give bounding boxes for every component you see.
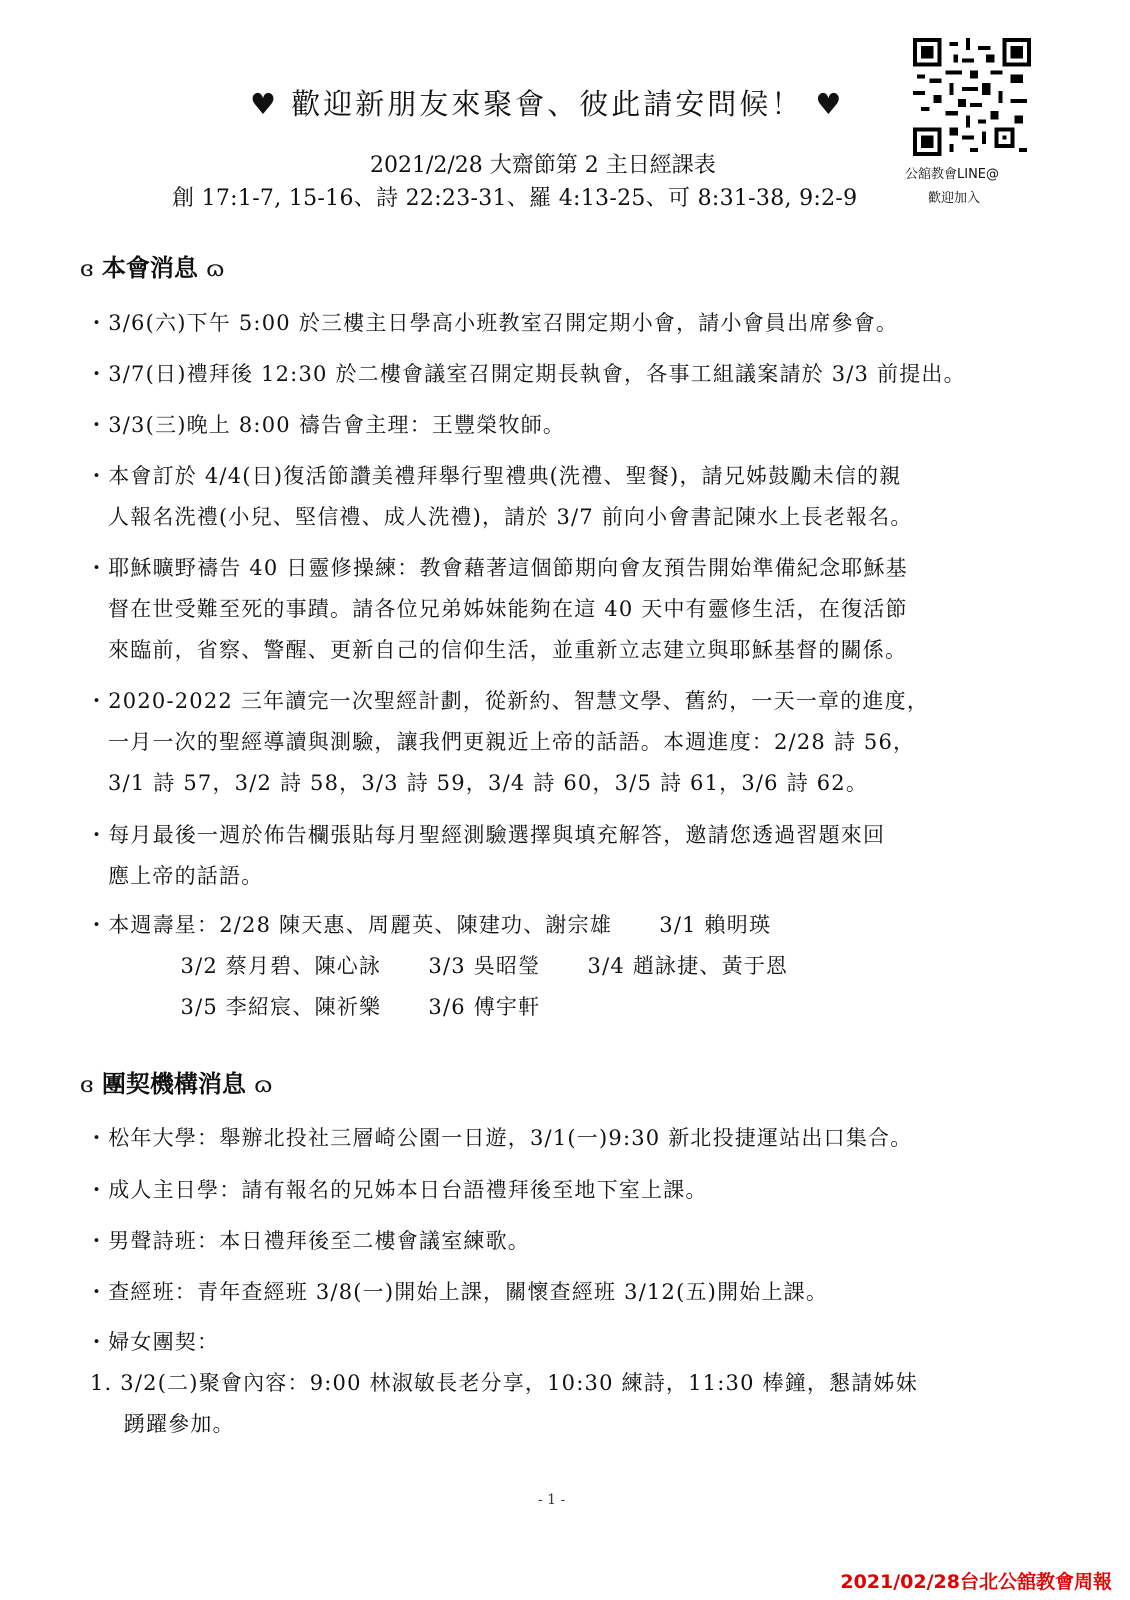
item-line: 來臨前，省察、警醒、更新自己的信仰生活，並重新立志建立與耶穌基督的關係。	[108, 638, 908, 662]
item-line: 人報名洗禮(小兒、堅信禮、成人洗禮)，請於 3/7 前向小會書記陳水上長老報名。	[108, 505, 913, 529]
fellowship-item	[86, 1170, 1046, 1211]
church-news-item	[86, 354, 1046, 395]
church-news-item	[86, 405, 1046, 446]
ornament-left-icon: ɞ	[80, 1073, 94, 1098]
birthday-line: ・本週壽星：2/28 陳天惠、周麗英、陳建功、謝宗雄 3/1 賴明瑛	[86, 913, 772, 937]
item-line: 督在世受難至死的事蹟。請各位兄弟姊妹能夠在這 40 天中有靈修生活，在復活節	[108, 597, 908, 621]
item-line: ・2020-2022 三年讀完一次聖經計劃，從新約、智慧文學、舊約，一天一章的進度，	[86, 689, 930, 713]
line-qr-code[interactable]	[913, 38, 1031, 156]
item-line: ・男聲詩班：本日禮拜後至二樓會議室練歌。	[86, 1229, 530, 1253]
item-line: ・每月最後一週於佈告欄張貼每月聖經測驗選擇與填充解答，邀請您透過習題來回	[86, 823, 886, 847]
item-line: ・3/3(三)晚上 8:00 禱告會主理：王豐榮牧師。	[86, 413, 566, 437]
page-number: - 1 -	[538, 1492, 566, 1508]
section-title-fellowship-news	[80, 1064, 272, 1099]
item-line: 踴躍參加。	[108, 1412, 235, 1436]
fellowship-item	[86, 1118, 1046, 1159]
item-line: ・3/6(六)下午 5:00 於三樓主日學高小班教室召開定期小會，請小會員出席參會。	[86, 311, 899, 335]
item-line: ・耶穌曠野禱告 40 日靈修操練：教會藉著這個節期向會友預告開始準備紀念耶穌基	[86, 556, 908, 580]
fellowship-item	[86, 1272, 1046, 1313]
item-line: 一月一次的聖經導讀與測驗，讓我們更親近上帝的話語。本週進度：2/28 詩 56，	[108, 730, 916, 754]
ornament-left-icon: ɞ	[80, 257, 94, 282]
birthday-line: 3/5 李紹宸、陳祈樂 3/6 傅宇軒	[86, 995, 541, 1019]
item-line: ・成人主日學：請有報名的兄姊本日台語禮拜後至地下室上課。	[86, 1178, 708, 1202]
qr-join-caption: 歡迎加入	[928, 191, 981, 206]
item-line: ・查經班：青年查經班 3/8(一)開始上課，關懷查經班 3/12(五)開始上課。	[86, 1280, 829, 1304]
birthday-list	[86, 905, 1046, 1028]
church-news-item	[86, 681, 1046, 804]
ornament-right-icon: ɷ	[206, 257, 225, 282]
section-heading: 本會消息	[101, 254, 198, 282]
item-line: 應上帝的話語。	[108, 864, 264, 888]
item-line: 3/1 詩 57，3/2 詩 58，3/3 詩 59，3/4 詩 60，3/5 詩 61，3/6 詩 62。	[108, 771, 869, 795]
fellowship-item	[86, 1221, 1046, 1262]
ornament-right-icon: ɷ	[254, 1073, 273, 1098]
church-news-item	[86, 456, 1046, 538]
welcome-heading: ♥ 歡迎新朋友來聚會、彼此請安問候！ ♥	[250, 87, 845, 121]
section-title-church-news	[80, 248, 224, 283]
birthday-line: 3/2 蔡月碧、陳心詠 3/3 吳昭瑩 3/4 趙詠捷、黃于恩	[86, 954, 789, 978]
section-heading: 團契機構消息	[101, 1070, 246, 1098]
footer-title: 2021/02/28台北公舘教會周報	[840, 1571, 1112, 1593]
item-line: ・本會訂於 4/4(日)復活節讚美禮拜舉行聖禮典(洗禮、聖餐)，請兄姊鼓勵未信的親	[86, 464, 902, 488]
item-line: ・松年大學：舉辦北投社三層崎公園一日遊，3/1(一)9:30 新北投捷運站出口集合。	[86, 1126, 913, 1150]
item-line: 1. 3/2(二)聚會內容：9:00 林淑敏長老分享，10:30 練詩，11:30 棒鐘，懇請姊妹	[90, 1371, 918, 1395]
qr-caption: 公舘教會LINE@	[905, 167, 1000, 182]
fellowship-item	[86, 1322, 1046, 1445]
church-news-item	[86, 303, 1046, 344]
item-line: ・3/7(日)禮拜後 12:30 於二樓會議室召開定期長執會，各事工組議案請於 3/3 前提出。	[86, 362, 966, 386]
schedule-title: 2021/2/28 大齋節第 2 主日經課表	[370, 153, 716, 178]
church-news-item	[86, 815, 1046, 897]
scripture-readings: 創 17:1-7, 15-16、詩 22:23-31、羅 4:13-25、可 8:31-38, 9:2-9	[172, 186, 858, 211]
item-line: ・婦女團契：	[86, 1330, 220, 1354]
church-news-item	[86, 548, 1046, 671]
